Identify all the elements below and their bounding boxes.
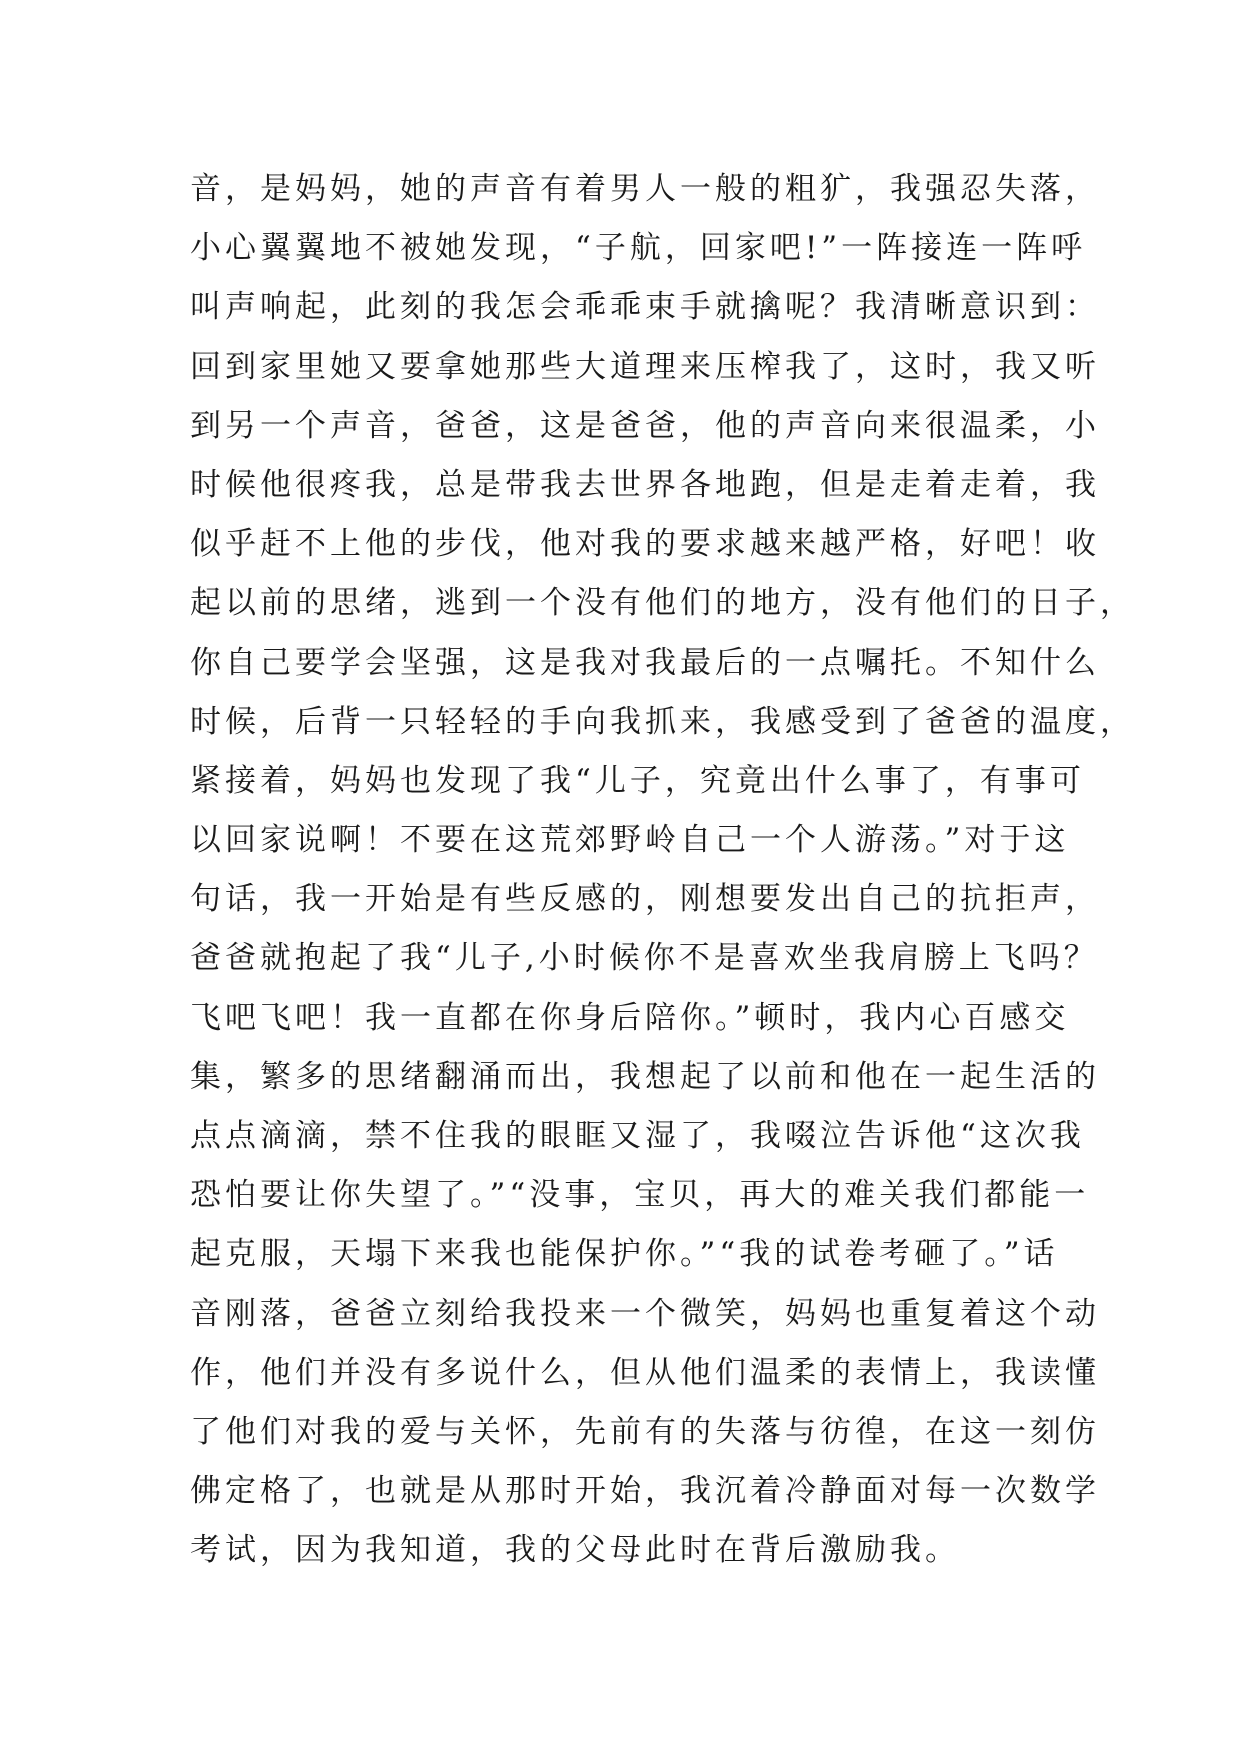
text-line: 紧接着，妈妈也发现了我“儿子，究竟出什么事了，有事可 (190, 762, 1085, 799)
text-line: 了他们对我的爱与关怀，先前有的失落与彷徨，在这一刻仿 (190, 1413, 1100, 1450)
text-line: 爸爸就抱起了我“儿子,小时候你不是喜欢坐我肩膀上飞吗？ (190, 940, 1099, 977)
text-line: 时候他很疼我，总是带我去世界各地跑，但是走着走着，我 (190, 466, 1100, 503)
text-line: 到另一个声音，爸爸，这是爸爸，他的声音向来很温柔，小 (190, 407, 1100, 444)
text-line: 你自己要学会坚强，这是我对我最后的一点嘱托。不知什么 (190, 644, 1100, 681)
text-line: 恐怕要让你失望了。”“没事，宝贝，再大的难关我们都能一 (190, 1177, 1090, 1214)
text-line: 以回家说啊！不要在这荒郊野岭自己一个人游荡。”对于这 (190, 822, 1070, 859)
text-line: 音，是妈妈，她的声音有着男人一般的粗犷，我强忍失落， (190, 171, 1100, 207)
body-text (190, 160, 1135, 1581)
text-line: 起以前的思绪，逃到一个没有他们的地方，没有他们的日子， (190, 585, 1135, 622)
text-line: 叫声响起，此刻的我怎会乖乖束手就擒呢？我清晰意识到： (190, 289, 1100, 326)
text-line: 点点滴滴，禁不住我的眼眶又湿了，我啜泣告诉他“这次我 (190, 1118, 1085, 1154)
text-line: 似乎赶不上他的步伐，他对我的要求越来越严格，好吧！收 (190, 526, 1100, 563)
text-line: 小心翼翼地不被她发现，“子航，回家吧!”一阵接连一阵呼 (190, 230, 1087, 267)
text-line: 句话，我一开始是有些反感的，刚想要发出自己的抗拒声， (190, 881, 1100, 918)
text-line: 时候，后背一只轻轻的手向我抓来，我感受到了爸爸的温度， (190, 703, 1135, 740)
text-line: 作，他们并没有多说什么，但从他们温柔的表情上，我读懂 (190, 1354, 1100, 1391)
text-line: 考试，因为我知道，我的父母此时在背后激励我。 (190, 1532, 960, 1569)
text-line: 起克服，天塌下来我也能保护你。”“我的试卷考砸了。”话 (190, 1236, 1059, 1273)
text-line: 音刚落，爸爸立刻给我投来一个微笑，妈妈也重复着这个动 (190, 1295, 1100, 1332)
text-line: 回到家里她又要拿她那些大道理来压榨我了，这时，我又听 (190, 348, 1100, 385)
text-line: 集，繁多的思绪翻涌而出，我想起了以前和他在一起生活的 (190, 1058, 1100, 1095)
text-line: 佛定格了，也就是从那时开始，我沉着冷静面对每一次数学 (190, 1473, 1100, 1510)
text-line: 飞吧飞吧！我一直都在你身后陪你。”顿时，我内心百感交 (190, 999, 1070, 1036)
